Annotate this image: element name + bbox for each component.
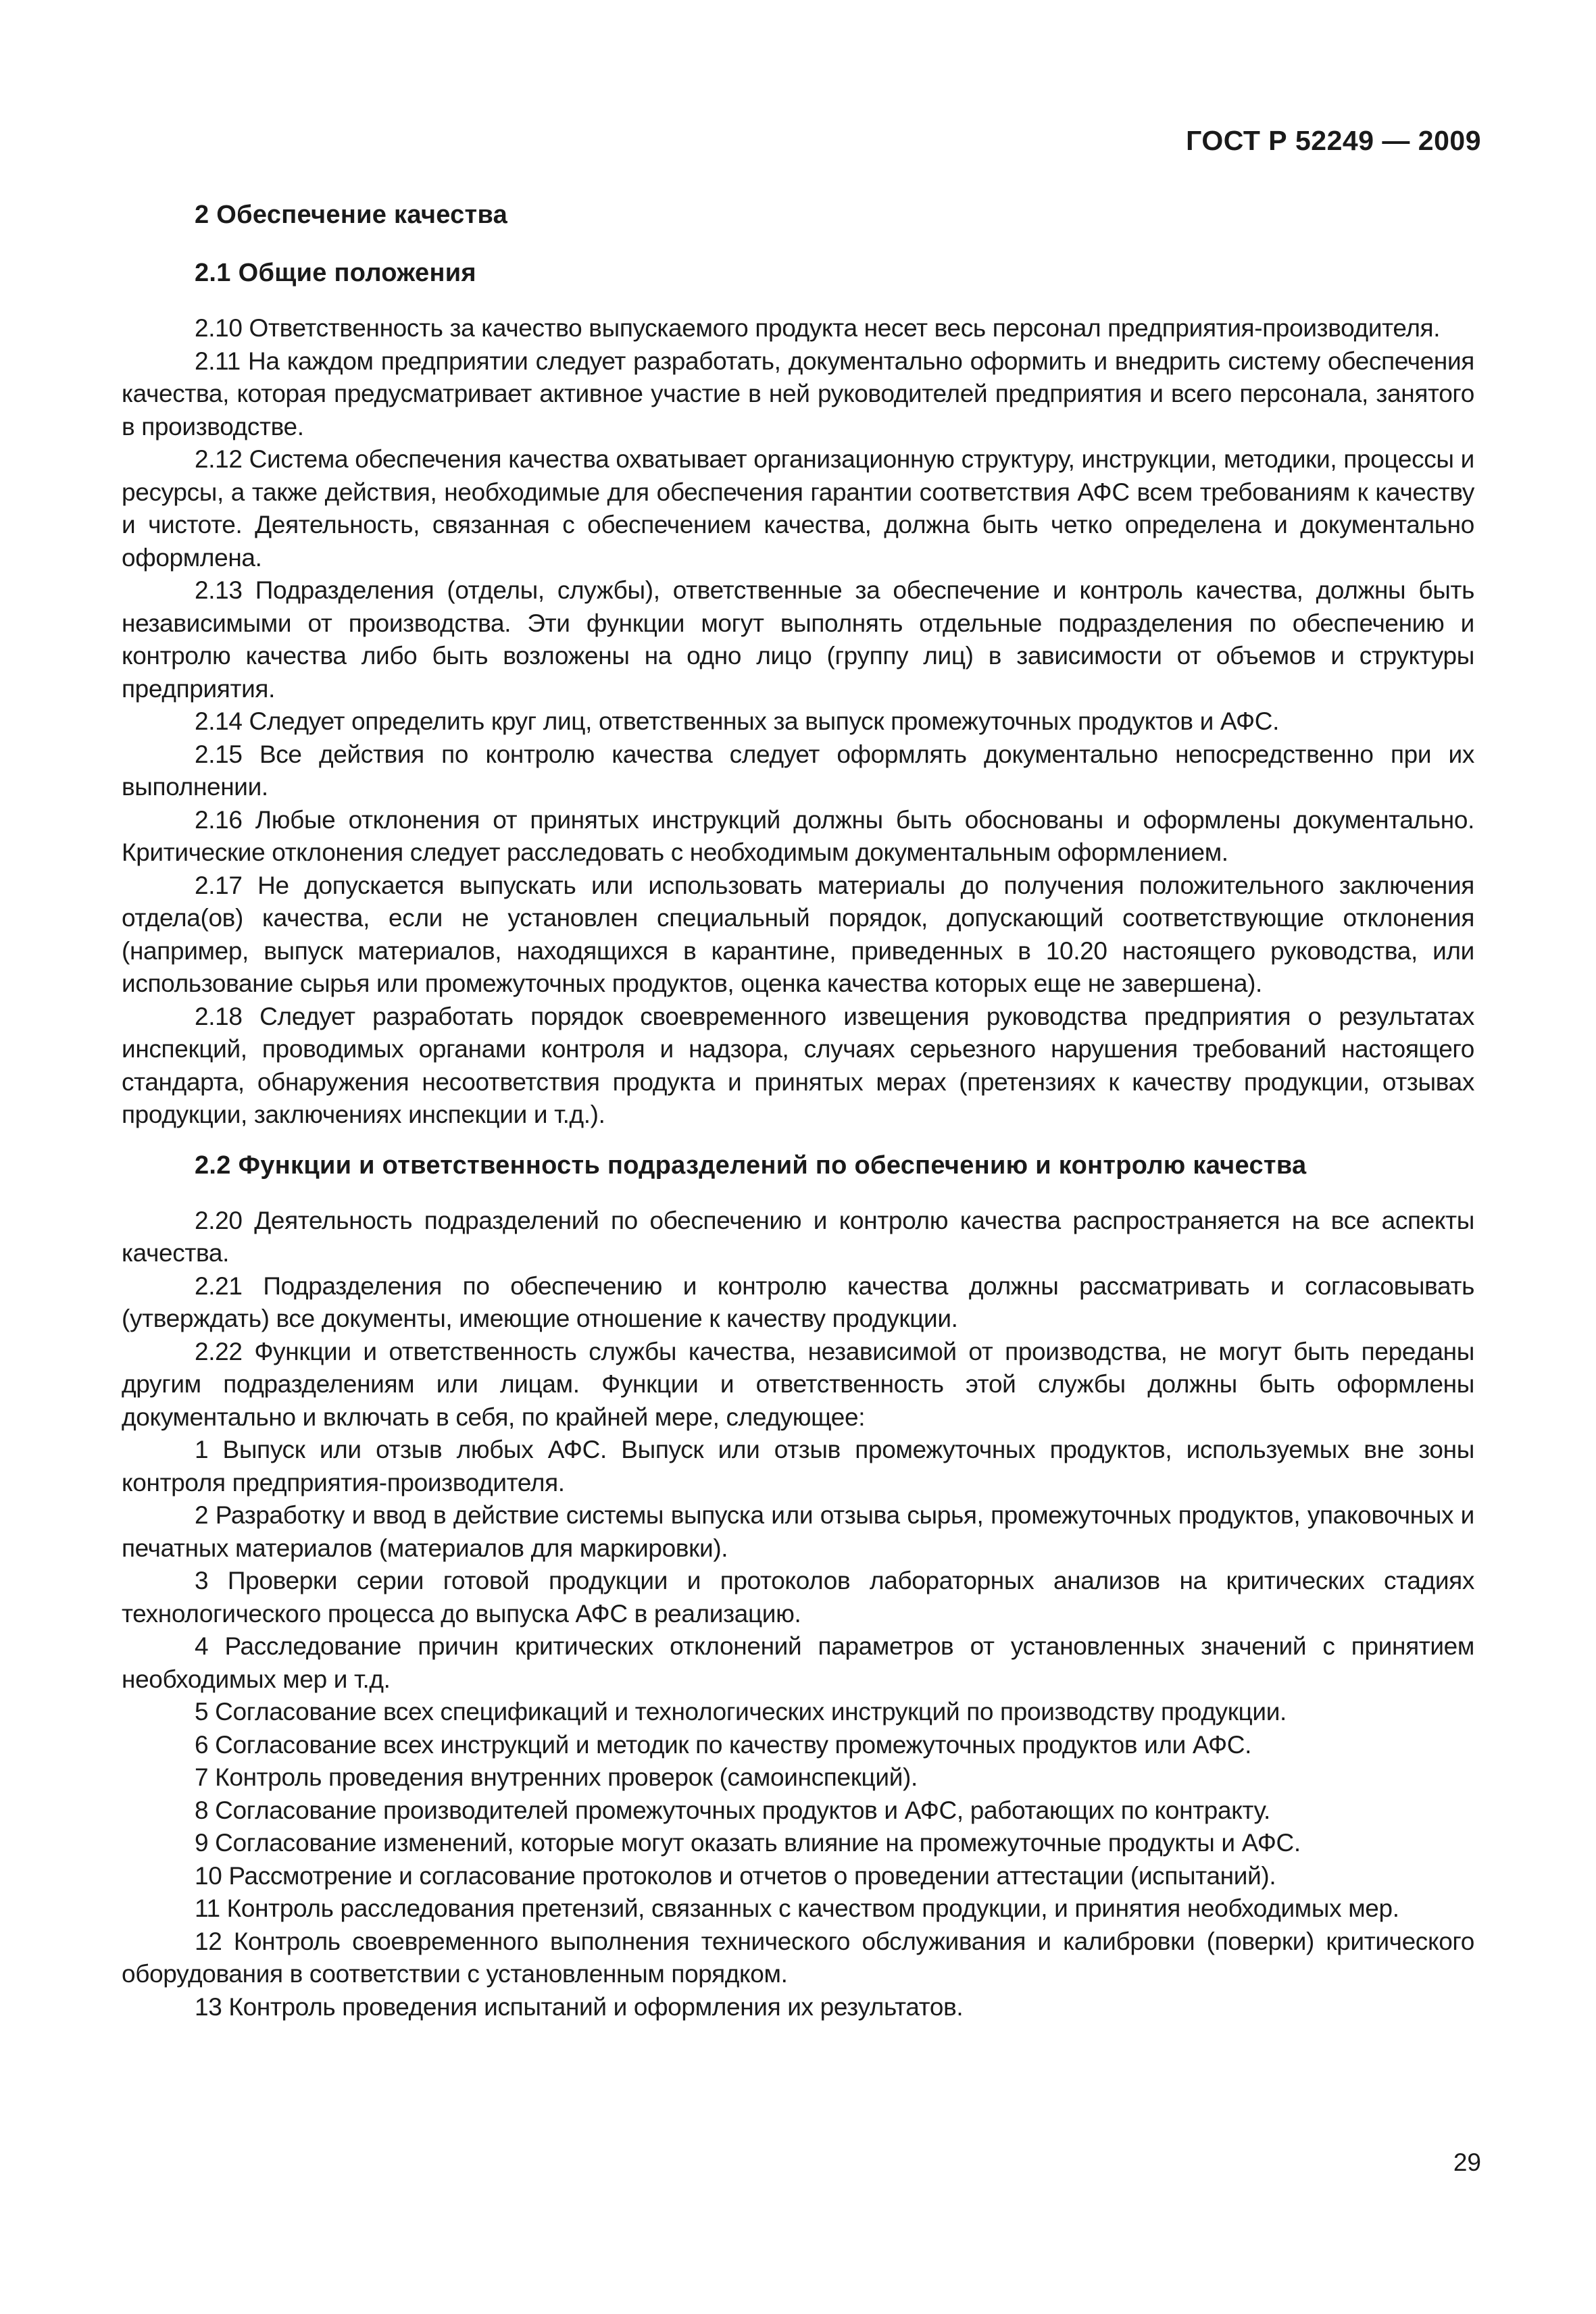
list-item-9: 9 Согласование изменений, которые могут оказать влияние на промежуточные продукты и АФС. (195, 1829, 1301, 1857)
list-item-6: 6 Согласование всех инструкций и методик по качеству промежуточных продуктов или АФС. (195, 1730, 1252, 1759)
subsection-title-functions: 2.2 Функции и ответственность подразделений по обеспечению и контролю качества (195, 1151, 1307, 1180)
subsection-title-general: 2.1 Общие положения (195, 259, 476, 287)
paragraph-2-20: 2.20 Деятельность подразделений по обеспечению и контролю качества распространяется на все аспекты качества. (122, 1206, 1474, 1267)
list-item-4: 4 Расследование причин критических отклонений параметров от установленных значений с принятием необходимых мер и т.д. (122, 1632, 1474, 1693)
document-code-header: ГОСТ Р 52249 — 2009 (1186, 125, 1481, 156)
subsection-functions-paragraphs (122, 1205, 1474, 2024)
paragraph-2-10: 2.10 Ответственность за качество выпускаемого продукта несет весь персонал предприятия-производителя. (195, 314, 1441, 342)
subsection-general-paragraphs (122, 312, 1474, 1132)
list-item-1: 1 Выпуск или отзыв любых АФС. Выпуск или отзыв промежуточных продуктов, используемых вне зоны контроля предприятия-производителя. (122, 1436, 1474, 1496)
list-item-8: 8 Согласование производителей промежуточных продуктов и АФС, работающих по контракту. (195, 1796, 1270, 1824)
paragraph-2-22: 2.22 Функции и ответственность службы качества, независимой от производства, не могут быть переданы другим подразделениям или лицам. Функции и ответственность этой службы должны быть оформлены документально и включать в себя, по крайней мере, следующее: (122, 1337, 1474, 1431)
paragraph-2-14: 2.14 Следует определить круг лиц, ответственных за выпуск промежуточных продуктов и АФС. (195, 707, 1280, 735)
list-item-7: 7 Контроль проведения внутренних проверок (самоинспекций). (195, 1763, 918, 1791)
list-item-3: 3 Проверки серии готовой продукции и протоколов лабораторных анализов на критических стадиях технологического процесса до выпуска АФС в реализацию. (122, 1567, 1474, 1628)
list-item-12: 12 Контроль своевременного выполнения технического обслуживания и калибровки (поверки) критического оборудования в соответствии с установленным порядком. (122, 1927, 1474, 1988)
paragraph-2-17: 2.17 Не допускается выпускать или использовать материалы до получения положительного заключения отдела(ов) качества, если не установлен специальный порядок, допускающий соответствующие отклонения (например, выпуск материалов, находящихся в карантине, приведенных в 10.20 настоящего руководства, или использование сырья или промежуточных продуктов, оценка качества которых еще не завершена). (122, 871, 1474, 997)
list-item-10: 10 Рассмотрение и согласование протоколов и отчетов о проведении аттестации (испытаний). (195, 1861, 1276, 1890)
document-body (122, 196, 1474, 2023)
list-item-13: 13 Контроль проведения испытаний и оформления их результатов. (195, 1992, 964, 2021)
list-item-2: 2 Разработку и ввод в действие системы выпуска или отзыва сырья, промежуточных продуктов, упаковочных и печатных материалов (материалов для маркировки). (122, 1501, 1474, 1562)
paragraph-2-16: 2.16 Любые отклонения от принятых инструкций должны быть обоснованы и оформлены документально. Критические отклонения следует расследовать с необходимым документальным оформлением. (122, 805, 1474, 866)
list-item-5: 5 Согласование всех спецификаций и технологических инструкций по производству продукции. (195, 1698, 1287, 1726)
section-title: 2 Обеспечение качества (195, 201, 508, 229)
paragraph-2-13: 2.13 Подразделения (отделы, службы), ответственные за обеспечение и контроль качества, должны быть независимыми от производства. Эти функции могут выполнять отдельные подразделения по обеспечению и контролю качества либо быть возложены на одно лицо (группу лиц) в зависимости от объемов и структуры предприятия. (122, 576, 1474, 703)
paragraph-2-18: 2.18 Следует разработать порядок своевременного извещения руководства предприятия о результатах инспекций, проводимых органами контроля и надзора, случаях серьезного нарушения требований настоящего стандарта, обнаружения несоответствия продукта и принятых мерах (претензиях к качеству продукции, отзывах продукции, заключениях инспекции и т.д.). (122, 1002, 1474, 1128)
paragraph-2-12: 2.12 Система обеспечения качества охватывает организационную структуру, инструкции, методики, процессы и ресурсы, а также действия, необходимые для обеспечения гарантии соответствия АФС всем требованиям к качеству и чистоте. Деятельность, связанная с обеспечением качества, должна быть четко определена и документально оформлена. (122, 445, 1474, 572)
paragraph-2-21: 2.21 Подразделения по обеспечению и контролю качества должны рассматривать и согласовывать (утверждать) все документы, имеющие отношение к качеству продукции. (122, 1272, 1474, 1332)
paragraph-2-15: 2.15 Все действия по контролю качества следует оформлять документально непосредственно при их выполнении. (122, 740, 1474, 801)
list-item-11: 11 Контроль расследования претензий, связанных с качеством продукции, и принятия необходимых мер. (195, 1894, 1399, 1922)
paragraph-2-11: 2.11 На каждом предприятии следует разработать, документально оформить и внедрить систему обеспечения качества, которая предусматривает активное участие в ней руководителей предприятия и всего персонала, занятого в производстве. (122, 347, 1474, 441)
page-number: 29 (1453, 2148, 1481, 2176)
